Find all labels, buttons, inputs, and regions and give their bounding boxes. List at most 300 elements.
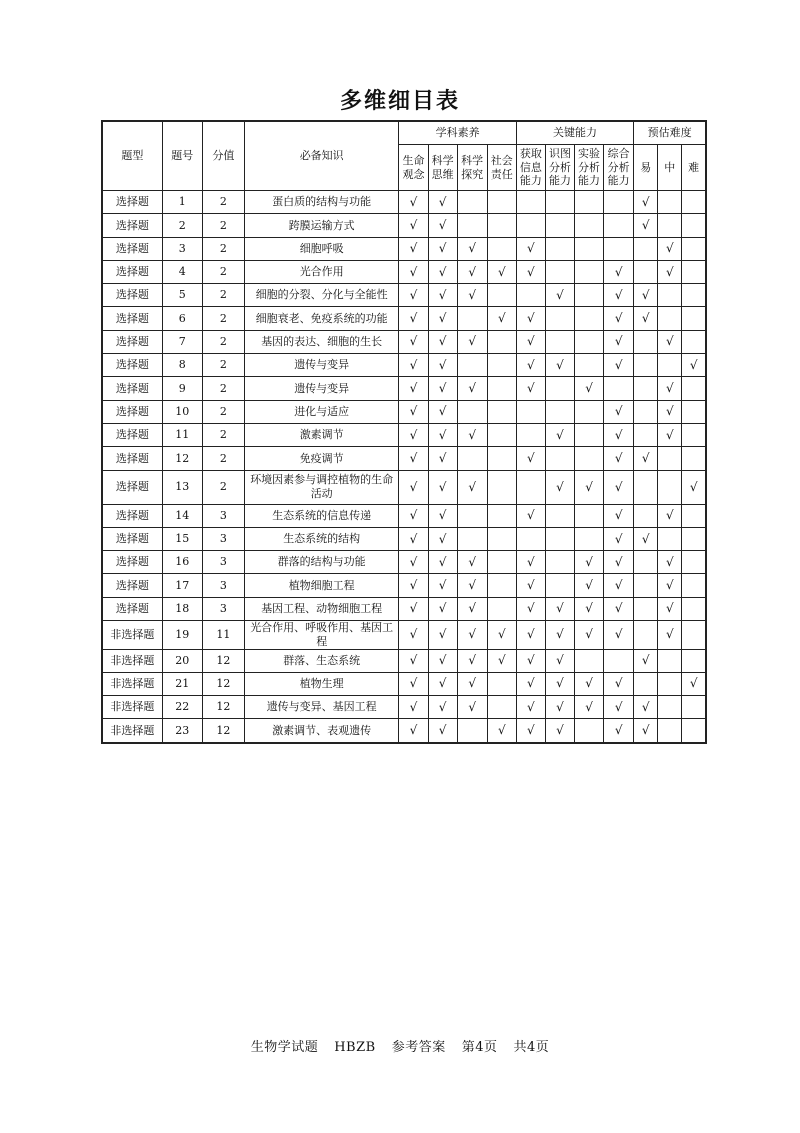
check-mark-cell: √ — [457, 696, 487, 719]
knowledge-cell: 进化与适应 — [244, 400, 399, 423]
empty-cell — [545, 551, 574, 574]
check-mark-cell: √ — [516, 696, 545, 719]
check-mark-cell: √ — [575, 621, 604, 650]
footer-subject: 生物学试题 — [250, 1040, 319, 1055]
knowledge-cell: 遗传与变异 — [244, 354, 399, 377]
check-mark-cell: √ — [428, 284, 457, 307]
type-cell: 非选择题 — [102, 649, 162, 672]
check-mark-cell: √ — [682, 354, 706, 377]
table-row — [102, 284, 706, 307]
check-mark-cell: √ — [545, 470, 574, 504]
empty-cell — [575, 191, 604, 214]
knowledge-cell: 细胞衰老、免疫系统的功能 — [244, 307, 399, 330]
empty-cell — [487, 423, 516, 446]
empty-cell — [682, 447, 706, 470]
subheader-cell: 易 — [634, 145, 658, 191]
empty-cell — [457, 719, 487, 743]
type-cell: 选择题 — [102, 237, 162, 260]
score-cell: 2 — [202, 260, 244, 283]
table-row — [102, 377, 706, 400]
type-cell: 非选择题 — [102, 672, 162, 695]
check-mark-cell: √ — [634, 191, 658, 214]
table-row — [102, 527, 706, 550]
type-cell: 选择题 — [102, 284, 162, 307]
check-mark-cell: √ — [487, 307, 516, 330]
type-cell: 选择题 — [102, 597, 162, 620]
empty-cell — [604, 377, 634, 400]
check-mark-cell: √ — [604, 284, 634, 307]
type-cell: 选择题 — [102, 574, 162, 597]
check-mark-cell: √ — [399, 696, 428, 719]
check-mark-cell: √ — [457, 377, 487, 400]
check-mark-cell: √ — [604, 447, 634, 470]
empty-cell — [487, 574, 516, 597]
table-row — [102, 307, 706, 330]
type-cell: 选择题 — [102, 214, 162, 237]
score-cell: 2 — [202, 447, 244, 470]
check-mark-cell: √ — [399, 237, 428, 260]
type-cell: 选择题 — [102, 400, 162, 423]
empty-cell — [575, 400, 604, 423]
score-cell: 12 — [202, 672, 244, 695]
empty-cell — [682, 719, 706, 743]
check-mark-cell: √ — [457, 284, 487, 307]
type-cell: 选择题 — [102, 527, 162, 550]
check-mark-cell: √ — [428, 527, 457, 550]
number-cell: 17 — [162, 574, 202, 597]
score-cell: 3 — [202, 597, 244, 620]
empty-cell — [634, 400, 658, 423]
number-cell: 22 — [162, 696, 202, 719]
header-type: 题型 — [102, 121, 162, 191]
number-cell: 19 — [162, 621, 202, 650]
check-mark-cell: √ — [682, 672, 706, 695]
empty-cell — [658, 307, 682, 330]
check-mark-cell: √ — [428, 400, 457, 423]
empty-cell — [604, 191, 634, 214]
score-cell: 3 — [202, 551, 244, 574]
empty-cell — [487, 284, 516, 307]
empty-cell — [682, 696, 706, 719]
check-mark-cell: √ — [658, 574, 682, 597]
empty-cell — [575, 284, 604, 307]
empty-cell — [682, 284, 706, 307]
empty-cell — [634, 260, 658, 283]
check-mark-cell: √ — [545, 696, 574, 719]
score-cell: 2 — [202, 307, 244, 330]
check-mark-cell: √ — [457, 470, 487, 504]
empty-cell — [545, 330, 574, 353]
table-row — [102, 423, 706, 446]
check-mark-cell: √ — [634, 447, 658, 470]
subheader-cell: 综合分析能力 — [604, 145, 634, 191]
empty-cell — [575, 260, 604, 283]
empty-cell — [575, 649, 604, 672]
check-mark-cell: √ — [428, 354, 457, 377]
check-mark-cell: √ — [487, 649, 516, 672]
empty-cell — [658, 696, 682, 719]
check-mark-cell: √ — [516, 504, 545, 527]
empty-cell — [682, 307, 706, 330]
knowledge-cell: 环境因素参与调控植物的生命活动 — [244, 470, 399, 504]
check-mark-cell: √ — [428, 330, 457, 353]
empty-cell — [682, 260, 706, 283]
knowledge-cell: 植物细胞工程 — [244, 574, 399, 597]
check-mark-cell: √ — [428, 470, 457, 504]
empty-cell — [604, 237, 634, 260]
empty-cell — [545, 447, 574, 470]
check-mark-cell: √ — [457, 237, 487, 260]
type-cell: 选择题 — [102, 377, 162, 400]
check-mark-cell: √ — [428, 621, 457, 650]
empty-cell — [487, 696, 516, 719]
check-mark-cell: √ — [399, 649, 428, 672]
check-mark-cell: √ — [516, 574, 545, 597]
check-mark-cell: √ — [604, 354, 634, 377]
type-cell: 选择题 — [102, 551, 162, 574]
check-mark-cell: √ — [604, 400, 634, 423]
table-row — [102, 672, 706, 695]
check-mark-cell: √ — [457, 330, 487, 353]
empty-cell — [634, 470, 658, 504]
empty-cell — [487, 504, 516, 527]
empty-cell — [545, 260, 574, 283]
empty-cell — [487, 447, 516, 470]
empty-cell — [487, 330, 516, 353]
check-mark-cell: √ — [428, 191, 457, 214]
check-mark-cell: √ — [575, 597, 604, 620]
type-cell: 选择题 — [102, 260, 162, 283]
empty-cell — [545, 214, 574, 237]
check-mark-cell: √ — [487, 260, 516, 283]
empty-cell — [575, 307, 604, 330]
empty-cell — [457, 504, 487, 527]
check-mark-cell: √ — [634, 214, 658, 237]
check-mark-cell: √ — [604, 423, 634, 446]
number-cell: 23 — [162, 719, 202, 743]
check-mark-cell: √ — [428, 260, 457, 283]
check-mark-cell: √ — [604, 597, 634, 620]
number-cell: 4 — [162, 260, 202, 283]
number-cell: 7 — [162, 330, 202, 353]
header-score: 分值 — [202, 121, 244, 191]
check-mark-cell: √ — [399, 284, 428, 307]
footer-total: 共4页 — [513, 1040, 550, 1055]
empty-cell — [545, 527, 574, 550]
empty-cell — [575, 504, 604, 527]
check-mark-cell: √ — [428, 672, 457, 695]
number-cell: 12 — [162, 447, 202, 470]
check-mark-cell: √ — [658, 423, 682, 446]
knowledge-cell: 生态系统的结构 — [244, 527, 399, 550]
empty-cell — [682, 400, 706, 423]
empty-cell — [575, 719, 604, 743]
empty-cell — [658, 214, 682, 237]
number-cell: 5 — [162, 284, 202, 307]
check-mark-cell: √ — [545, 649, 574, 672]
check-mark-cell: √ — [399, 307, 428, 330]
check-mark-cell: √ — [545, 597, 574, 620]
knowledge-cell: 蛋白质的结构与功能 — [244, 191, 399, 214]
type-cell: 选择题 — [102, 447, 162, 470]
check-mark-cell: √ — [457, 672, 487, 695]
type-cell: 选择题 — [102, 330, 162, 353]
empty-cell — [487, 237, 516, 260]
empty-cell — [487, 377, 516, 400]
check-mark-cell: √ — [516, 330, 545, 353]
empty-cell — [682, 551, 706, 574]
empty-cell — [516, 284, 545, 307]
check-mark-cell: √ — [634, 284, 658, 307]
knowledge-cell: 细胞呼吸 — [244, 237, 399, 260]
check-mark-cell: √ — [634, 696, 658, 719]
table-row — [102, 696, 706, 719]
empty-cell — [545, 574, 574, 597]
check-mark-cell: √ — [399, 260, 428, 283]
check-mark-cell: √ — [399, 672, 428, 695]
empty-cell — [545, 307, 574, 330]
type-cell: 选择题 — [102, 423, 162, 446]
check-mark-cell: √ — [604, 504, 634, 527]
knowledge-cell: 群落、生态系统 — [244, 649, 399, 672]
check-mark-cell: √ — [428, 307, 457, 330]
check-mark-cell: √ — [575, 377, 604, 400]
check-mark-cell: √ — [457, 551, 487, 574]
empty-cell — [487, 470, 516, 504]
empty-cell — [658, 284, 682, 307]
check-mark-cell: √ — [658, 400, 682, 423]
empty-cell — [457, 191, 487, 214]
empty-cell — [457, 527, 487, 550]
check-mark-cell: √ — [604, 696, 634, 719]
check-mark-cell: √ — [658, 621, 682, 650]
table-row — [102, 400, 706, 423]
empty-cell — [682, 649, 706, 672]
check-mark-cell: √ — [457, 574, 487, 597]
empty-cell — [457, 400, 487, 423]
number-cell: 2 — [162, 214, 202, 237]
empty-cell — [575, 214, 604, 237]
number-cell: 6 — [162, 307, 202, 330]
empty-cell — [634, 237, 658, 260]
knowledge-cell: 遗传与变异 — [244, 377, 399, 400]
footer-answer: 参考答案 — [391, 1040, 446, 1055]
subheader-cell: 科学探究 — [457, 145, 487, 191]
check-mark-cell: √ — [399, 719, 428, 743]
score-cell: 2 — [202, 191, 244, 214]
empty-cell — [575, 527, 604, 550]
score-cell: 2 — [202, 330, 244, 353]
table-row — [102, 260, 706, 283]
check-mark-cell: √ — [428, 649, 457, 672]
table-row — [102, 354, 706, 377]
table-row — [102, 191, 706, 214]
empty-cell — [682, 423, 706, 446]
score-cell: 2 — [202, 423, 244, 446]
check-mark-cell: √ — [516, 377, 545, 400]
check-mark-cell: √ — [658, 377, 682, 400]
footer-page: 第4页 — [461, 1040, 498, 1055]
knowledge-cell: 基因工程、动物细胞工程 — [244, 597, 399, 620]
score-cell: 3 — [202, 574, 244, 597]
check-mark-cell: √ — [428, 377, 457, 400]
empty-cell — [682, 597, 706, 620]
check-mark-cell: √ — [399, 597, 428, 620]
check-mark-cell: √ — [399, 470, 428, 504]
empty-cell — [634, 574, 658, 597]
number-cell: 1 — [162, 191, 202, 214]
check-mark-cell: √ — [428, 551, 457, 574]
empty-cell — [457, 354, 487, 377]
check-mark-cell: √ — [399, 504, 428, 527]
check-mark-cell: √ — [399, 377, 428, 400]
empty-cell — [682, 214, 706, 237]
empty-cell — [658, 672, 682, 695]
check-mark-cell: √ — [399, 527, 428, 550]
check-mark-cell: √ — [634, 719, 658, 743]
subheader-cell: 实验分析能力 — [575, 145, 604, 191]
check-mark-cell: √ — [457, 621, 487, 650]
check-mark-cell: √ — [428, 214, 457, 237]
empty-cell — [658, 191, 682, 214]
check-mark-cell: √ — [516, 597, 545, 620]
check-mark-cell: √ — [399, 191, 428, 214]
empty-cell — [487, 597, 516, 620]
page-title: 多维细目表 — [339, 89, 460, 114]
empty-cell — [516, 191, 545, 214]
score-cell: 12 — [202, 696, 244, 719]
check-mark-cell: √ — [457, 649, 487, 672]
check-mark-cell: √ — [516, 354, 545, 377]
check-mark-cell: √ — [399, 330, 428, 353]
check-mark-cell: √ — [575, 551, 604, 574]
header-group-literacy: 学科素养 — [399, 121, 516, 145]
check-mark-cell: √ — [604, 719, 634, 743]
check-mark-cell: √ — [545, 672, 574, 695]
check-mark-cell: √ — [428, 447, 457, 470]
empty-cell — [634, 354, 658, 377]
check-mark-cell: √ — [545, 284, 574, 307]
empty-cell — [516, 400, 545, 423]
knowledge-cell: 植物生理 — [244, 672, 399, 695]
check-mark-cell: √ — [545, 423, 574, 446]
empty-cell — [575, 330, 604, 353]
empty-cell — [604, 649, 634, 672]
empty-cell — [516, 470, 545, 504]
check-mark-cell: √ — [604, 551, 634, 574]
check-mark-cell: √ — [604, 621, 634, 650]
empty-cell — [682, 621, 706, 650]
empty-cell — [658, 470, 682, 504]
empty-cell — [682, 191, 706, 214]
check-mark-cell: √ — [658, 237, 682, 260]
header-group-difficulty: 预估难度 — [634, 121, 706, 145]
knowledge-cell: 遗传与变异、基因工程 — [244, 696, 399, 719]
check-mark-cell: √ — [399, 423, 428, 446]
score-cell: 12 — [202, 649, 244, 672]
check-mark-cell: √ — [428, 574, 457, 597]
empty-cell — [487, 400, 516, 423]
subheader-cell: 社会责任 — [487, 145, 516, 191]
header-knowledge: 必备知识 — [244, 121, 399, 191]
table-body — [102, 191, 706, 743]
type-cell: 选择题 — [102, 354, 162, 377]
check-mark-cell: √ — [516, 307, 545, 330]
table-row — [102, 447, 706, 470]
empty-cell — [682, 527, 706, 550]
check-mark-cell: √ — [634, 527, 658, 550]
empty-cell — [516, 214, 545, 237]
empty-cell — [658, 527, 682, 550]
table-row — [102, 470, 706, 504]
empty-cell — [634, 504, 658, 527]
score-cell: 2 — [202, 237, 244, 260]
empty-cell — [604, 214, 634, 237]
empty-cell — [545, 400, 574, 423]
type-cell: 选择题 — [102, 504, 162, 527]
type-cell: 非选择题 — [102, 621, 162, 650]
empty-cell — [545, 237, 574, 260]
header-number: 题号 — [162, 121, 202, 191]
table-row — [102, 649, 706, 672]
knowledge-cell: 光合作用 — [244, 260, 399, 283]
type-cell: 选择题 — [102, 191, 162, 214]
check-mark-cell: √ — [604, 307, 634, 330]
check-mark-cell: √ — [487, 621, 516, 650]
check-mark-cell: √ — [399, 214, 428, 237]
number-cell: 10 — [162, 400, 202, 423]
check-mark-cell: √ — [658, 551, 682, 574]
check-mark-cell: √ — [428, 719, 457, 743]
empty-cell — [457, 307, 487, 330]
check-mark-cell: √ — [457, 423, 487, 446]
subheader-cell: 生命观念 — [399, 145, 428, 191]
type-cell: 非选择题 — [102, 719, 162, 743]
check-mark-cell: √ — [428, 696, 457, 719]
check-mark-cell: √ — [545, 719, 574, 743]
table-row — [102, 214, 706, 237]
table-row — [102, 574, 706, 597]
number-cell: 3 — [162, 237, 202, 260]
check-mark-cell: √ — [516, 260, 545, 283]
number-cell: 9 — [162, 377, 202, 400]
empty-cell — [658, 354, 682, 377]
empty-cell — [487, 354, 516, 377]
check-mark-cell: √ — [428, 237, 457, 260]
empty-cell — [658, 649, 682, 672]
knowledge-cell: 基因的表达、细胞的生长 — [244, 330, 399, 353]
empty-cell — [634, 621, 658, 650]
check-mark-cell: √ — [604, 527, 634, 550]
check-mark-cell: √ — [575, 696, 604, 719]
check-mark-cell: √ — [516, 237, 545, 260]
check-mark-cell: √ — [399, 574, 428, 597]
empty-cell — [658, 447, 682, 470]
number-cell: 13 — [162, 470, 202, 504]
score-cell: 2 — [202, 400, 244, 423]
number-cell: 11 — [162, 423, 202, 446]
check-mark-cell: √ — [604, 330, 634, 353]
empty-cell — [575, 423, 604, 446]
empty-cell — [487, 214, 516, 237]
score-cell: 12 — [202, 719, 244, 743]
number-cell: 18 — [162, 597, 202, 620]
score-cell: 2 — [202, 354, 244, 377]
check-mark-cell: √ — [399, 551, 428, 574]
empty-cell — [487, 527, 516, 550]
score-cell: 2 — [202, 470, 244, 504]
footer-code: HBZB — [334, 1040, 376, 1055]
